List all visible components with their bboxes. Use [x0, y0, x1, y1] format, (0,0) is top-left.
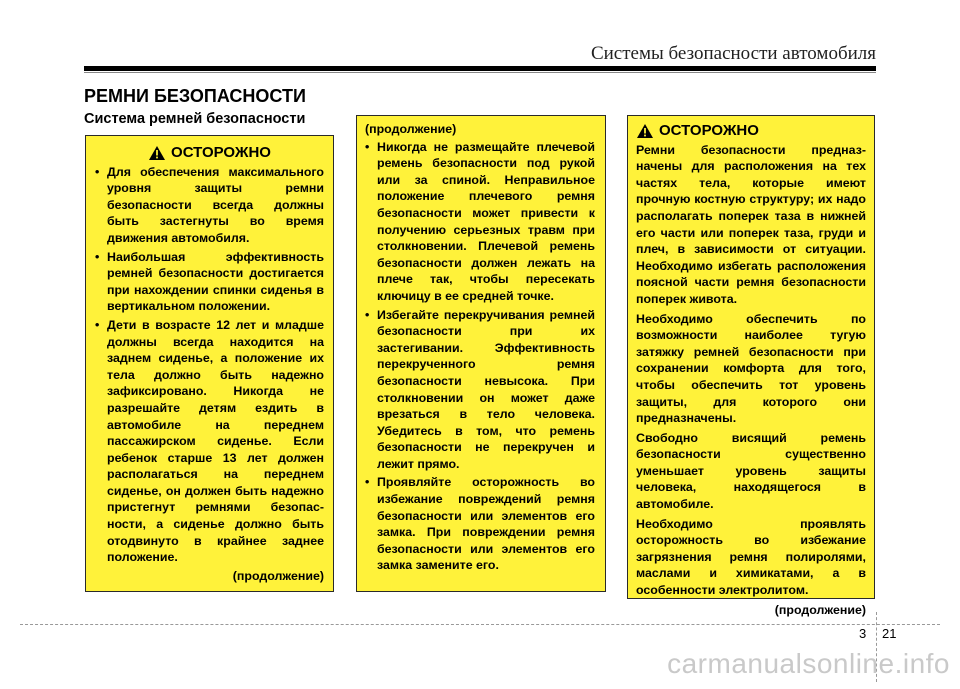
warning-paragraph: Необходимо проявлять осторожность во избежание загрязнения ремня полиролями, маслами и химикатами, а в особенности электролитом. — [636, 516, 866, 598]
list-item: • Для обеспечения максимального уровня защиты ремни безопасности всегда должны быть застегнуты во время движения автомобиля. — [95, 164, 324, 247]
warning-paragraph: Свободно висящий ремень безопасности существенно уменьшает уровень защиты человека, находящегося в автомобиле. — [636, 430, 866, 512]
warning-paragraph: Необходимо обеспечить по возможности наиболее тугую затяжку ремней безопасности при сохранении комфорта для того, чтобы обеспечить тот уровень защиты, для которого они предназначены. — [636, 311, 866, 426]
warning-list — [95, 164, 324, 566]
list-item: • Наибольшая эффективность ремней безопасности достигается при нахождении спинки сиденья в вертикальном положении. — [95, 249, 324, 315]
continued-label: (продолжение) — [232, 568, 324, 583]
warning-paragraph: Ремни безопасности предназ-начены для расположения на тех частях тела, которые имеют прочную костную структуру; их надо располагать поперек таза в нижней его части или поперек таза, груди и плеч, в зависимости от ситуации. Необходимо избегать расположения поясной части ремня безопасности поперек живота. — [636, 142, 866, 306]
header-rule — [84, 66, 876, 71]
warning-list — [365, 139, 595, 574]
list-item: • Дети в возрасте 12 лет и младше должны всегда находится на заднем сиденье, а положение их тела должно быть надежно зафиксировано. Никогда не разрешайте детям ездить в автомобиле на переднем пассажирском сиденье. Если ребенок старше 13 лет должен располагаться на переднем сиденье, он должен быть надежно пристегнут ремнями безопас-ности, а сиденье должно быть отодвинуто в крайнее заднее положение. — [95, 317, 324, 566]
page-chapter: 3 — [859, 626, 867, 641]
header-title: Системы безопасности автомобиля — [590, 43, 876, 64]
continued-top-label: (продолжение) — [365, 122, 457, 136]
warning-triangle-icon — [636, 123, 654, 139]
warning-heading — [95, 145, 324, 162]
header-rule-thin — [84, 72, 876, 73]
subsection-title: Система ремней безопасности — [84, 111, 306, 127]
warning-box-1 — [85, 135, 334, 592]
warning-heading-text: ОСТОРОЖНО — [171, 144, 271, 161]
page-number: 21 — [882, 626, 897, 641]
continued-label: (продолжение) — [774, 602, 866, 617]
warning-heading-text: ОСТОРОЖНО — [659, 122, 759, 139]
list-item: • Избегайте перекручивания ремней безопасности при их застегивании. Эффективность перекрученного ремня безопасности невысока. При столкновении он может даже врезаться в тело человека. Убедитесь в том, что ремень безопасности не перекручен и лежит прямо. — [365, 307, 595, 473]
warning-box-3 — [627, 115, 875, 617]
list-item: • Никогда не размещайте плечевой ремень безопасности под рукой или за спиной. Неправильное положение плечевого ремня безопасности может привести к получению серьезных травм при столкновении. Плечевой ремень безопасности должен лежать на плече так, чтобы пересекать ключицу в ее средней точке. — [365, 139, 595, 305]
warning-triangle-icon — [148, 145, 166, 161]
section-title: РЕМНИ БЕЗОПАСНОСТИ — [84, 86, 306, 106]
list-item: • Проявляйте осторожность во избежание повреждений ремня безопасности или элементов его замка. При повреждении ремня безопасности или элементов его замка замените его. — [365, 474, 595, 574]
watermark: carmanualsonline.info — [667, 648, 950, 679]
warning-heading — [636, 123, 866, 140]
warning-box-2 — [356, 115, 606, 592]
footer-rule — [20, 624, 940, 625]
